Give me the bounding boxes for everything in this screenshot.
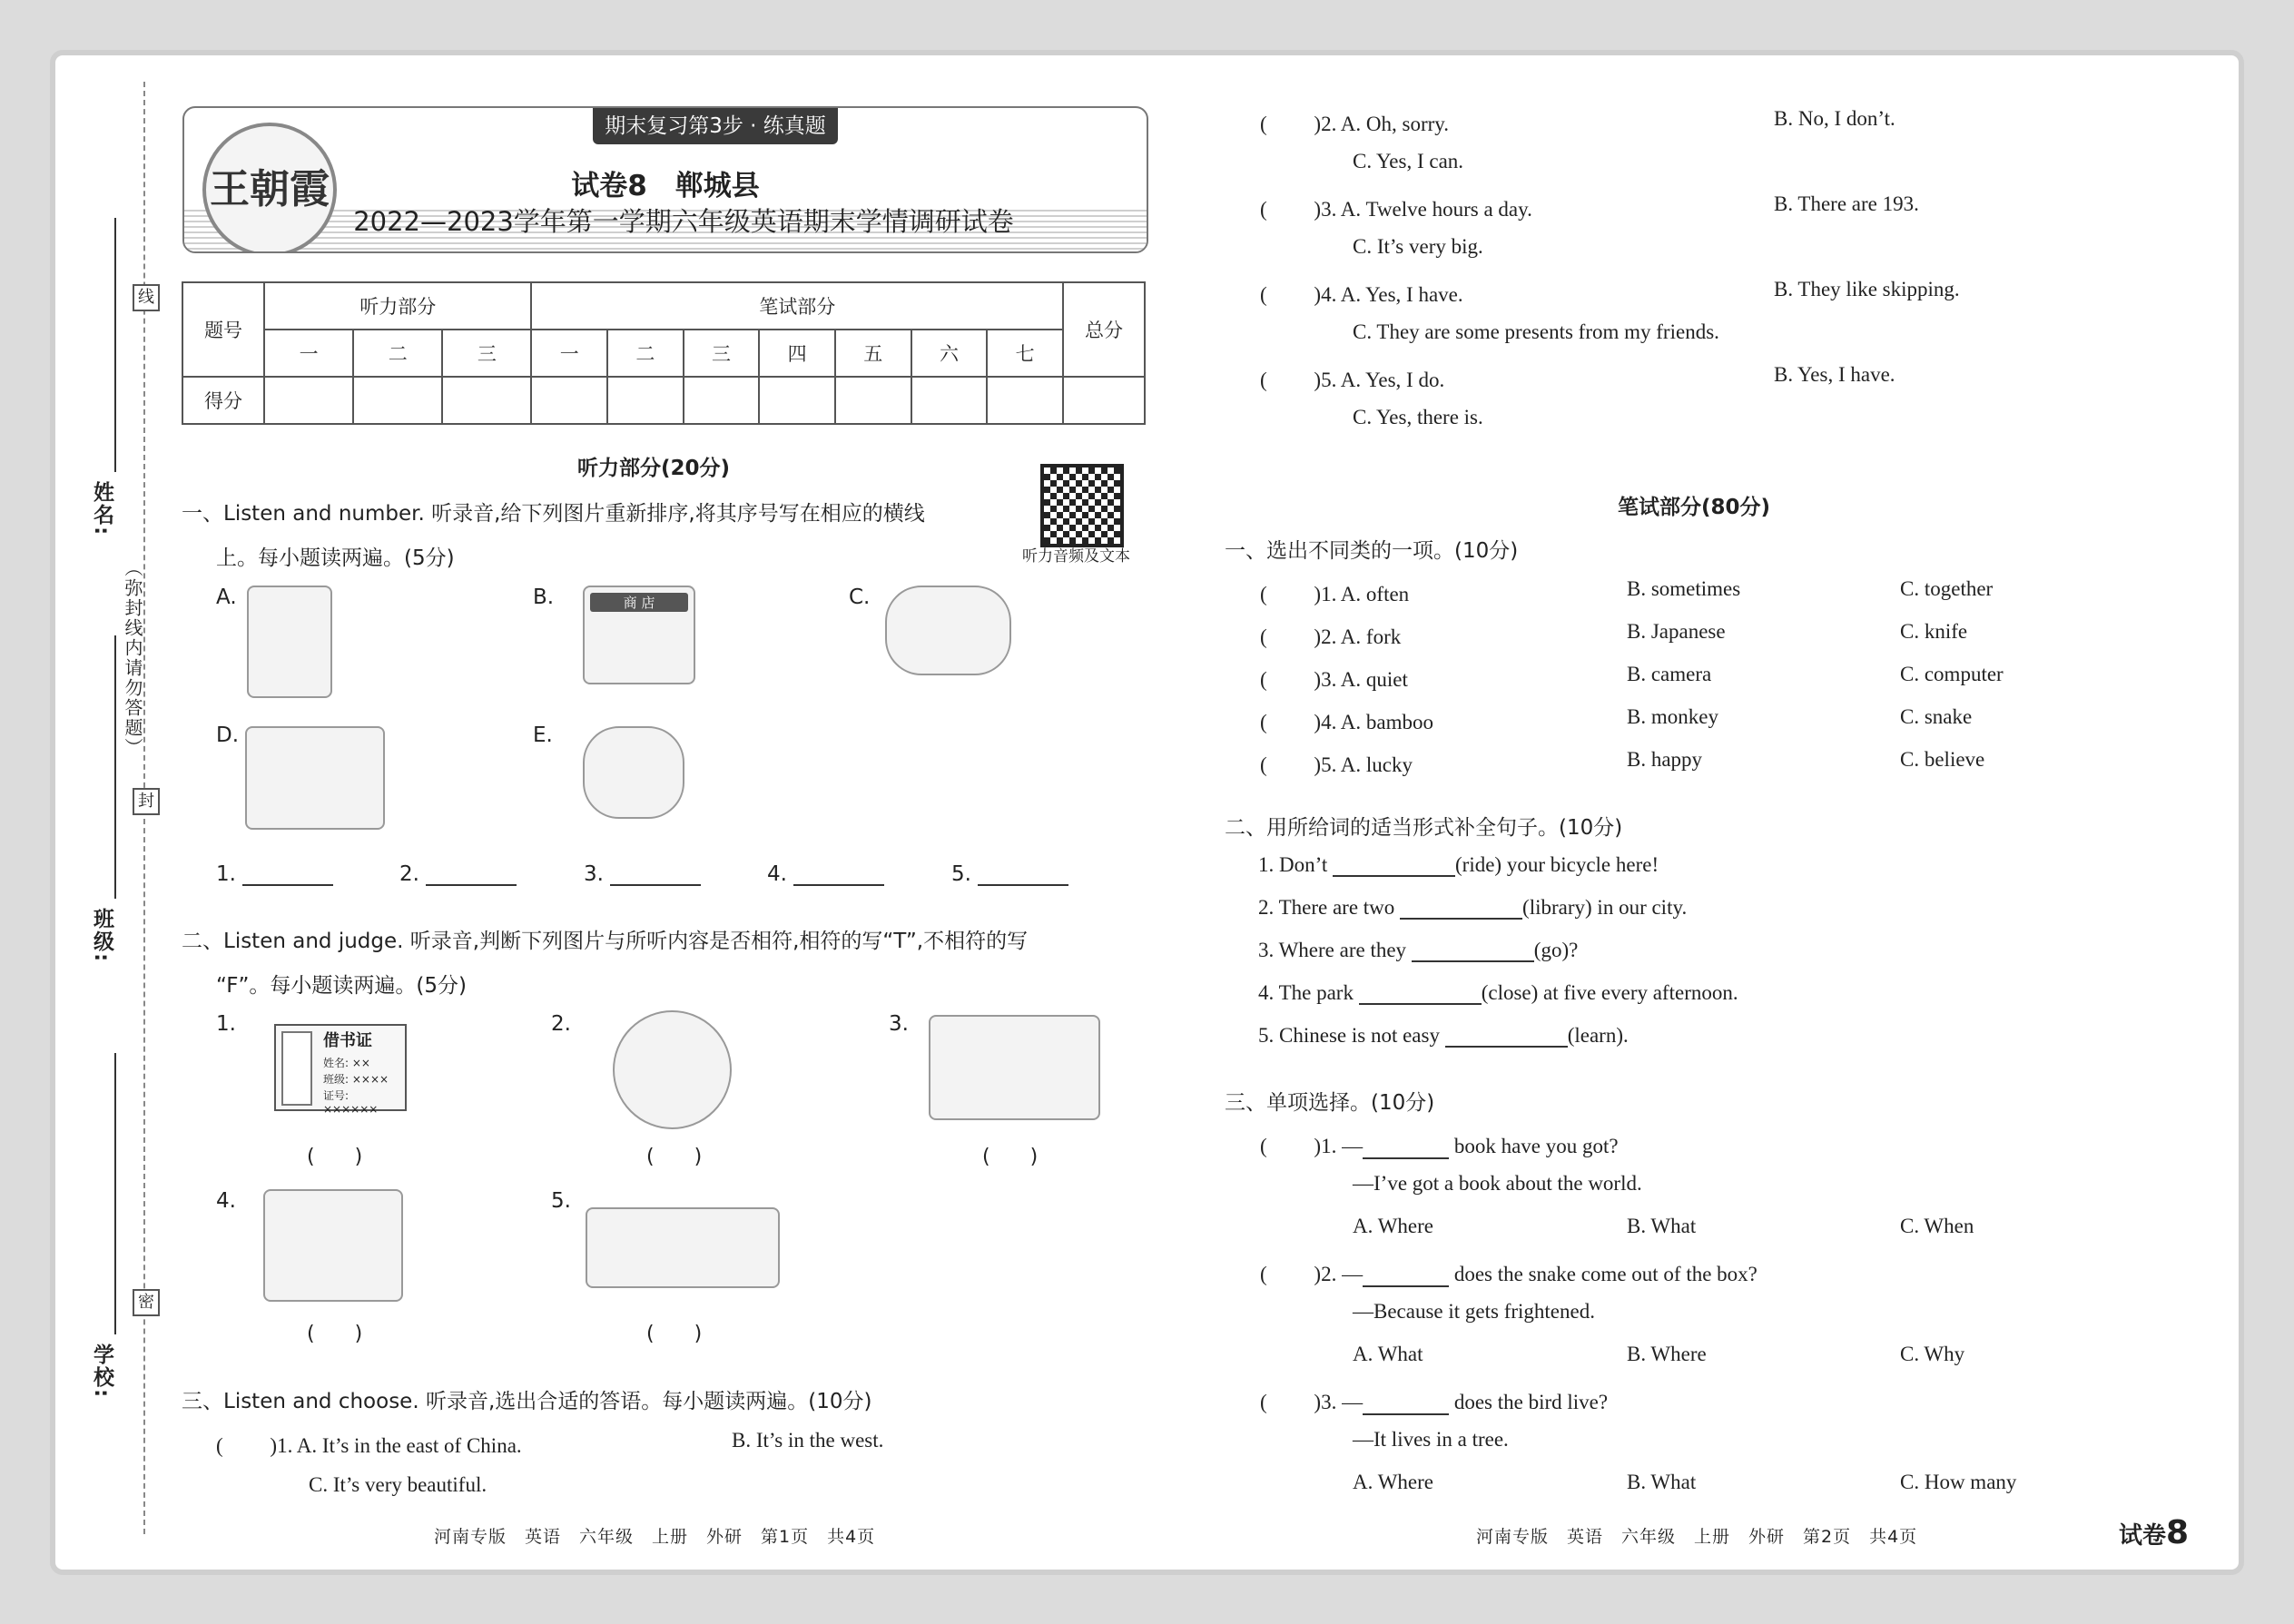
- listen-number-title-2: 上。每小题读两遍。(5分): [216, 546, 455, 570]
- odd-q5-a: )5. A. lucky: [1308, 753, 1413, 776]
- judge-label-2: 2.: [551, 1012, 571, 1036]
- choose-q5-c: C. Yes, there is.: [1353, 406, 1483, 428]
- word-form-q5-post: (learn).: [1567, 1024, 1629, 1047]
- mc-q3-c: C. How many: [1900, 1471, 2017, 1493]
- paren-open: (: [1260, 369, 1309, 391]
- answer-blank[interactable]: [1363, 1265, 1449, 1287]
- judge-answer-5[interactable]: ( ): [646, 1323, 703, 1345]
- pic-label-e: E.: [533, 723, 553, 747]
- answer-blank[interactable]: [1359, 983, 1482, 1005]
- score-col: 一: [531, 330, 607, 377]
- mc-q2-b: B. Where: [1627, 1343, 1707, 1365]
- score-col: 五: [835, 330, 911, 377]
- blank-1: [216, 862, 333, 886]
- landscape-image: [586, 1207, 780, 1288]
- blank-5: [951, 862, 1068, 886]
- odd-q4: [1260, 705, 1433, 735]
- choose-q4-c: C. They are some presents from my friends.: [1353, 320, 1719, 343]
- score-table-writing: 笔试部分: [531, 282, 1063, 330]
- mc-q1-stem-2: book have you got?: [1449, 1135, 1619, 1157]
- odd-q4-b: B. monkey: [1627, 705, 1718, 728]
- mc-q3-stem: )3. —: [1308, 1391, 1364, 1413]
- mc-q2-stem-2: does the snake come out of the box?: [1449, 1263, 1757, 1285]
- score-col: 四: [759, 330, 835, 377]
- choose-q1-b: B. It’s in the west.: [732, 1429, 884, 1452]
- shop-image: [583, 586, 695, 684]
- choose-q1-a: )1. A. It’s in the east of China.: [264, 1434, 522, 1457]
- turtle-image: [263, 1189, 403, 1302]
- paren-open: (: [1260, 711, 1309, 733]
- choose-q5: [1260, 363, 1444, 393]
- odd-q5-b: B. happy: [1627, 748, 1703, 771]
- blank-num: 2.: [399, 862, 419, 886]
- building-image: [613, 1010, 732, 1129]
- choose-q4: [1260, 278, 1463, 308]
- odd-q4-a: )4. A. bamboo: [1308, 711, 1434, 733]
- blank-2: [399, 862, 517, 886]
- word-form-q3: [1258, 939, 1578, 962]
- mc-q1-stem: )1. —: [1308, 1135, 1364, 1157]
- score-cell[interactable]: [1063, 377, 1145, 424]
- odd-q3: [1260, 663, 1408, 693]
- choose-q2-a: )2. A. Oh, sorry.: [1308, 113, 1450, 135]
- score-table-tihao: 题号: [182, 282, 264, 377]
- judge-answer-3[interactable]: ( ): [982, 1146, 1039, 1168]
- exam-title: 试卷8 郸城县: [571, 170, 760, 202]
- classroom-image: [929, 1015, 1100, 1120]
- odd-q1: [1260, 577, 1409, 607]
- answer-blank[interactable]: [978, 864, 1068, 886]
- mc-q2-answer: —Because it gets frightened.: [1353, 1300, 1595, 1323]
- exam-header: [182, 106, 1148, 253]
- choose-q1-c: C. It’s very beautiful.: [309, 1473, 487, 1496]
- school-field[interactable]: [114, 1053, 116, 1334]
- score-table-listening: 听力部分: [264, 282, 531, 330]
- judge-answer-1[interactable]: ( ): [307, 1146, 363, 1168]
- library-card-image: [274, 1024, 407, 1116]
- mc-q2-c: C. Why: [1900, 1343, 1965, 1365]
- choose-q1: [216, 1429, 522, 1459]
- choose-q3-c: C. It’s very big.: [1353, 235, 1483, 258]
- choose-q5-b: B. Yes, I have.: [1774, 363, 1895, 386]
- judge-label-1: 1.: [216, 1012, 236, 1036]
- paper-number: 8: [2166, 1514, 2190, 1551]
- vacuum-cleaning-image: [245, 726, 385, 830]
- qr-caption: 听力音频及文本: [1022, 547, 1130, 566]
- score-cell[interactable]: [531, 377, 607, 424]
- score-cell[interactable]: [759, 377, 835, 424]
- paper-label: 试卷: [2119, 1522, 2167, 1550]
- word-form-q4: [1258, 981, 1738, 1005]
- score-cell[interactable]: [684, 377, 760, 424]
- answer-blank[interactable]: [426, 864, 517, 886]
- card-line: 班级: ××××: [323, 1073, 389, 1086]
- writing-heading: 笔试部分(80分): [1618, 496, 1771, 519]
- paren-open: (: [1260, 583, 1309, 605]
- odd-q1-c: C. together: [1900, 577, 1994, 600]
- footer-right: 河南专版 英语 六年级 上册 外研 第2页 共4页: [1476, 1527, 1918, 1547]
- odd-q2-c: C. knife: [1900, 620, 1968, 643]
- mc-q2-a: A. What: [1353, 1343, 1423, 1365]
- card-line: 证号: ××××××: [323, 1089, 379, 1116]
- judge-label-3: 3.: [889, 1012, 909, 1036]
- word-form-q3-post: (go)?: [1533, 939, 1579, 961]
- score-cell[interactable]: [911, 377, 988, 424]
- card-title: 借书证: [323, 1031, 372, 1050]
- choose-q2-b: B. No, I don’t.: [1774, 107, 1895, 130]
- qr-code[interactable]: [1040, 464, 1124, 547]
- odd-one-out-title: 一、选出不同类的一项。(10分): [1225, 539, 1519, 563]
- listen-judge-title: 二、Listen and judge. 听录音,判断下列图片与所听内容是否相符,相符的写“T”,不相符的写: [182, 930, 1029, 953]
- pic-label-c: C.: [849, 586, 871, 609]
- mc-q1-a: A. Where: [1353, 1215, 1433, 1237]
- binding-notice: （弥封线内请勿答题）: [122, 558, 143, 758]
- choose-q3: [1260, 192, 1532, 222]
- score-cell[interactable]: [353, 377, 442, 424]
- judge-label-4: 4.: [216, 1189, 236, 1213]
- blank-num: 5.: [951, 862, 971, 886]
- word-form-q5-pre: 5. Chinese is not easy: [1258, 1024, 1445, 1047]
- word-form-q2-pre: 2. There are two: [1258, 896, 1401, 919]
- word-form-q1-post: (ride) your bicycle here!: [1455, 853, 1659, 876]
- blank-3: [584, 862, 701, 886]
- paper-number-badge: [2119, 1514, 2189, 1551]
- footer-left: 河南专版 英语 六年级 上册 外研 第1页 共4页: [434, 1527, 876, 1547]
- word-form-q5: [1258, 1024, 1629, 1048]
- blank-4: [767, 862, 884, 886]
- score-cell[interactable]: [607, 377, 684, 424]
- pic-label-d: D.: [216, 723, 240, 747]
- score-col: 三: [684, 330, 760, 377]
- mc-q1-c: C. When: [1900, 1215, 1974, 1237]
- listen-choose-title: 三、Listen and choose. 听录音,选出合适的答语。每小题读两遍。(10分): [182, 1390, 872, 1413]
- school-label: 学校:: [90, 1343, 113, 1400]
- score-cell[interactable]: [987, 377, 1063, 424]
- score-cell[interactable]: [442, 377, 531, 424]
- odd-q3-a: )3. A. quiet: [1308, 668, 1408, 691]
- mc-q3-b: B. What: [1627, 1471, 1697, 1493]
- listening-heading: 听力部分(20分): [577, 457, 731, 480]
- name-label: 姓名:: [90, 481, 113, 537]
- score-table-total: 总分: [1063, 282, 1145, 377]
- paren-open: (: [1260, 198, 1309, 221]
- judge-answer-2[interactable]: ( ): [646, 1146, 703, 1168]
- mc-q3-answer: —It lives in a tree.: [1353, 1428, 1509, 1451]
- word-form-q3-pre: 3. Where are they: [1258, 939, 1412, 961]
- paren-open: (: [1260, 1135, 1309, 1157]
- odd-q2-a: )2. A. fork: [1308, 625, 1402, 648]
- card-photo: [281, 1031, 312, 1106]
- word-form-q1: [1258, 853, 1659, 877]
- paren-open: (: [1260, 668, 1309, 691]
- choose-q3-a: )3. A. Twelve hours a day.: [1308, 198, 1532, 221]
- kite-flying-image: [247, 586, 332, 698]
- judge-answer-4[interactable]: ( ): [307, 1323, 363, 1345]
- review-step-tag: 期末复习第3步 · 练真题: [593, 108, 838, 144]
- mc-q1: [1260, 1129, 1619, 1159]
- odd-q1-a: )1. A. often: [1308, 583, 1410, 605]
- odd-q5-c: C. believe: [1900, 748, 1985, 771]
- choose-q4-a: )4. A. Yes, I have.: [1308, 283, 1463, 306]
- choose-q4-b: B. They like skipping.: [1774, 278, 1960, 300]
- answer-blank[interactable]: [1333, 855, 1455, 877]
- choose-q3-b: B. There are 193.: [1774, 192, 1919, 215]
- paren-open: (: [1260, 753, 1309, 776]
- score-col: 一: [264, 330, 353, 377]
- pic-label-a: A.: [216, 586, 237, 609]
- word-form-q2-post: (library) in our city.: [1522, 896, 1688, 919]
- blank-num: 1.: [216, 862, 236, 886]
- mc-q3-a: A. Where: [1353, 1471, 1433, 1493]
- blank-num: 4.: [767, 862, 787, 886]
- odd-q1-b: B. sometimes: [1627, 577, 1741, 600]
- word-form-q4-pre: 4. The park: [1258, 981, 1359, 1004]
- name-field[interactable]: [114, 218, 116, 472]
- odd-q4-c: C. snake: [1900, 705, 1973, 728]
- answer-blank[interactable]: [242, 864, 333, 886]
- answer-blank[interactable]: [610, 864, 701, 886]
- mc-q3: [1260, 1385, 1608, 1415]
- single-choice-title: 三、单项选择。(10分): [1225, 1091, 1435, 1115]
- word-form-title: 二、用所给词的适当形式补全句子。(10分): [1225, 816, 1623, 840]
- brand-logo: 王朝霞: [202, 123, 337, 253]
- paren-open: (: [1260, 283, 1309, 306]
- paren-open: (: [1260, 1391, 1309, 1413]
- paren-open: (: [1260, 1263, 1309, 1285]
- listen-judge-title-2: “F”。每小题读两遍。(5分): [216, 974, 467, 998]
- shop-sign: 商 店: [590, 593, 688, 612]
- score-col: 二: [353, 330, 442, 377]
- score-table: [182, 281, 1146, 425]
- score-col: 三: [442, 330, 531, 377]
- choose-q2: [1260, 107, 1449, 137]
- paren-open: (: [1260, 113, 1309, 135]
- exam-subtitle: 2022—2023学年第一学期六年级英语期末学情调研试卷: [353, 206, 1014, 237]
- paren-open: (: [216, 1434, 265, 1457]
- odd-q5: [1260, 748, 1413, 778]
- class-label: 班级:: [90, 908, 113, 964]
- binding-char-seal: 封: [133, 788, 160, 815]
- blank-num: 3.: [584, 862, 604, 886]
- mc-q3-stem-2: does the bird live?: [1449, 1391, 1609, 1413]
- mc-q1-answer: —I’ve got a book about the world.: [1353, 1172, 1642, 1195]
- judge-label-5: 5.: [551, 1189, 571, 1213]
- binding-char-dense: 密: [133, 1289, 160, 1316]
- paren-open: (: [1260, 625, 1309, 648]
- class-field[interactable]: [114, 635, 116, 899]
- score-col: 七: [987, 330, 1063, 377]
- word-form-q1-pre: 1. Don’t: [1258, 853, 1333, 876]
- candy-image: [885, 586, 1011, 675]
- answer-blank[interactable]: [1363, 1393, 1449, 1415]
- word-form-q4-post: (close) at five every afternoon.: [1481, 981, 1738, 1004]
- choose-q5-a: )5. A. Yes, I do.: [1308, 369, 1445, 391]
- score-cell[interactable]: [264, 377, 353, 424]
- answer-blank[interactable]: [1400, 898, 1522, 920]
- answer-blank[interactable]: [793, 864, 884, 886]
- score-cell[interactable]: [835, 377, 911, 424]
- pic-label-b: B.: [533, 586, 555, 609]
- word-form-q2: [1258, 896, 1687, 920]
- choose-q2-c: C. Yes, I can.: [1353, 150, 1464, 172]
- answer-blank[interactable]: [1412, 940, 1534, 962]
- answer-blank[interactable]: [1363, 1137, 1449, 1159]
- card-line: 姓名: ××: [323, 1057, 370, 1069]
- mc-q2: [1260, 1257, 1757, 1287]
- score-table-defen: 得分: [182, 377, 264, 424]
- binding-char-line: 线: [133, 284, 160, 311]
- mc-q2-stem: )2. —: [1308, 1263, 1364, 1285]
- odd-q2-b: B. Japanese: [1627, 620, 1726, 643]
- score-col: 二: [607, 330, 684, 377]
- odd-q2: [1260, 620, 1401, 650]
- odd-q3-b: B. camera: [1627, 663, 1712, 685]
- listen-number-title: 一、Listen and number. 听录音,给下列图片重新排序,将其序号写在相应的横线: [182, 502, 925, 526]
- odd-q3-c: C. computer: [1900, 663, 2004, 685]
- elephant-image: [583, 726, 684, 819]
- score-col: 六: [911, 330, 988, 377]
- mc-q1-b: B. What: [1627, 1215, 1697, 1237]
- answer-blank[interactable]: [1445, 1026, 1568, 1048]
